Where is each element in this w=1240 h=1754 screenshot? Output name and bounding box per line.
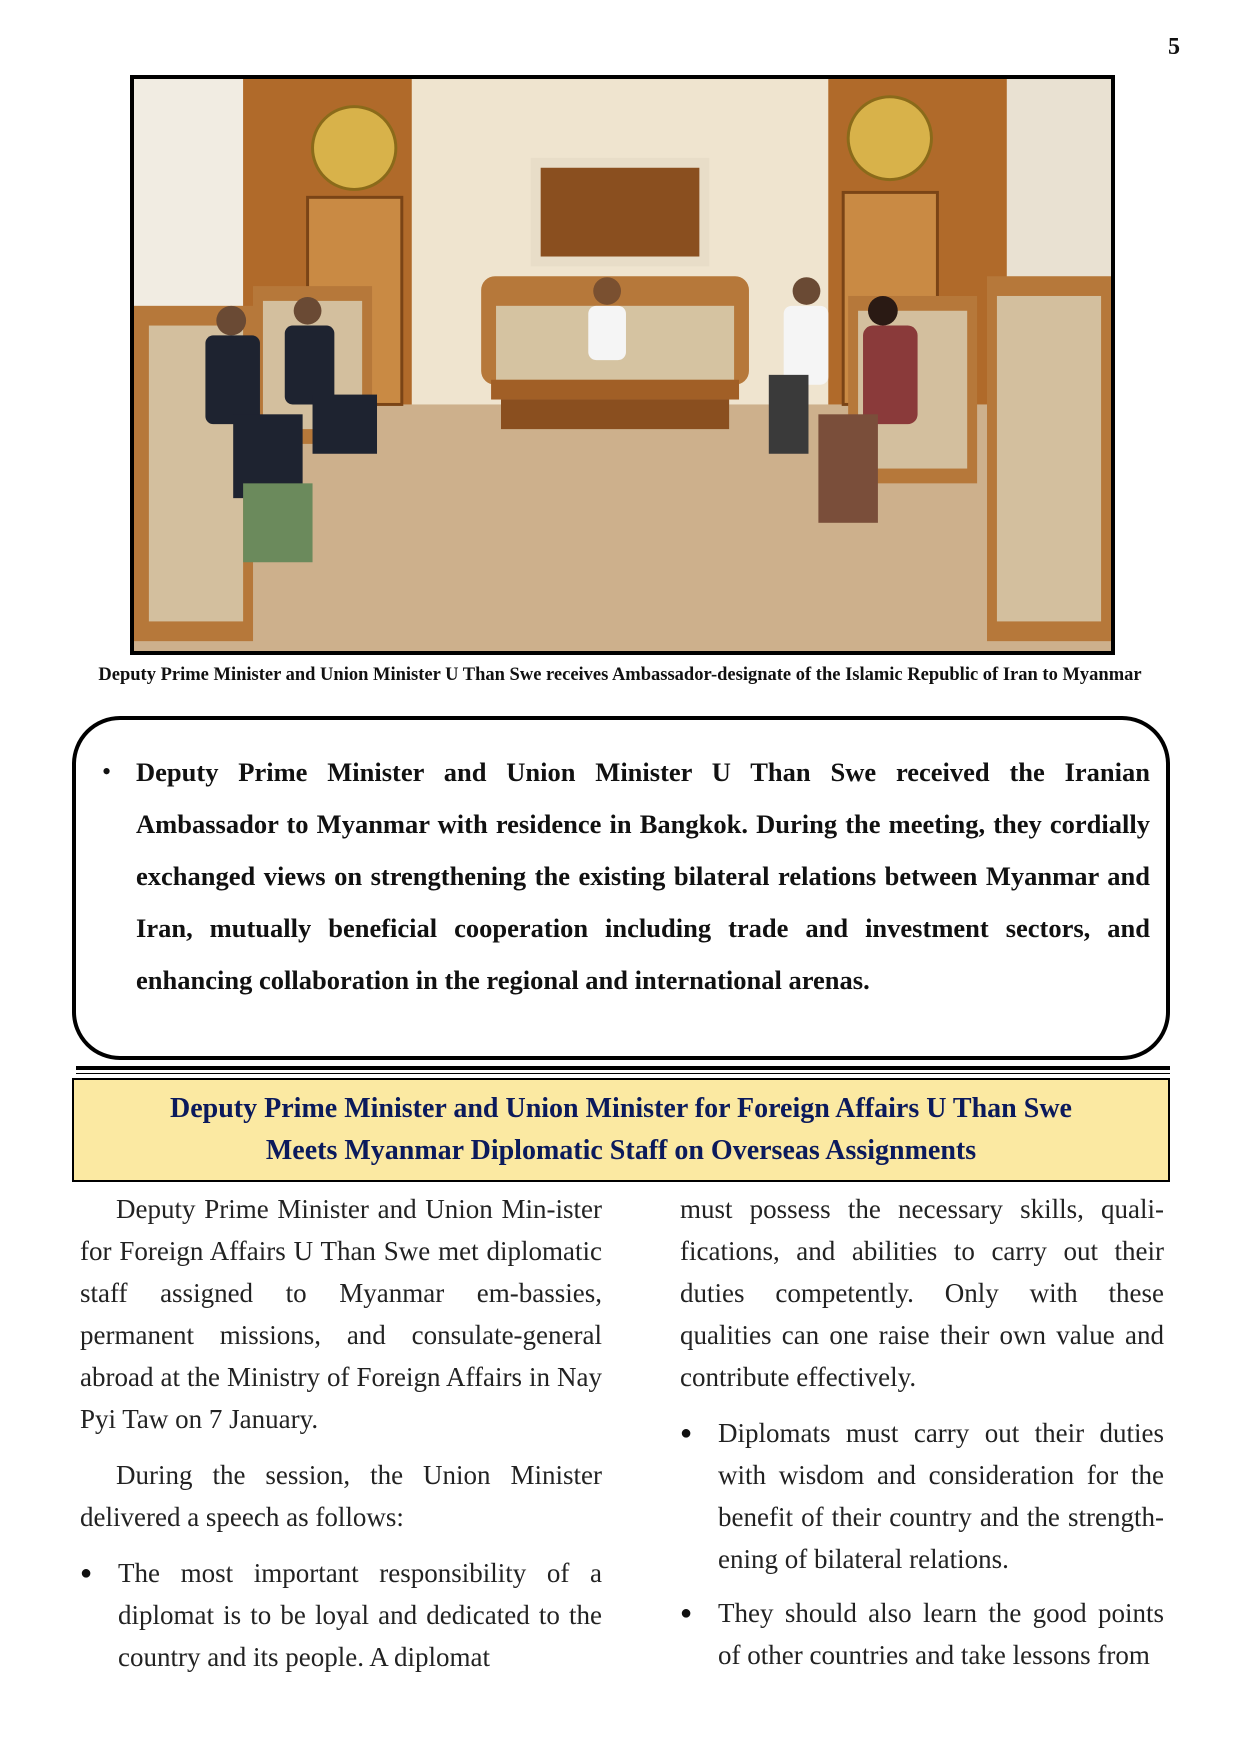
- list-item-text: The most important responsibility of a diplomat is to be loyal and dedicated to the country and its people. A diplomat: [118, 1558, 602, 1672]
- section-divider: [76, 1066, 1170, 1074]
- article-paragraph-1: Deputy Prime Minister and Union Min-ister for Foreign Affairs U Than Swe met diplomatic staff assigned to Myanmar em-bassies, permanent missions, and consulate-general abroad at the Ministry of Foreign Affairs in Nay Pyi Taw on 7 January.: [80, 1194, 602, 1434]
- summary-bullet: Deputy Prime Minister and Union Minister U Than Swe received the Iranian Ambassador to Myanmar with residence in Bangkok. During the meeting, they cordially exchanged views on strengthening the existing bilateral relations between Myanmar and Iran, mutually beneficial cooperation including trade and investment sectors, and enhancing collaboration in the regional and international arenas.: [136, 757, 1150, 995]
- article-continuation: must possess the necessary skills, quali-fications, and abilities to carry out their duties competently. Only with these qualities can one raise their own value and contribute effectively.: [680, 1194, 1164, 1392]
- summary-box: [72, 716, 1170, 1060]
- list-item: [680, 1412, 1164, 1580]
- bullet-icon: ●: [680, 1422, 693, 1444]
- article-column-left: [80, 1188, 602, 1690]
- bullet-icon: ●: [80, 1562, 93, 1584]
- article-headline: [170, 1088, 1072, 1172]
- article-column-right: [680, 1188, 1164, 1688]
- headline-banner: [72, 1078, 1170, 1182]
- photo-caption: Deputy Prime Minister and Union Minister U Than Swe receives Ambassador-designate of the Islamic Republic of Iran to Myanmar: [98, 665, 1142, 685]
- headline-line-1: Deputy Prime Minister and Union Minister for Foreign Affairs U Than Swe: [170, 1093, 1072, 1124]
- list-item-text: They should also learn the good points of other countries and take lessons from: [718, 1598, 1164, 1670]
- list-item: [680, 1592, 1164, 1676]
- meeting-photo-illustration: [134, 79, 1111, 651]
- headline-line-2: Meets Myanmar Diplomatic Staff on Overseas Assignments: [265, 1135, 977, 1166]
- list-item: [80, 1552, 602, 1678]
- list-item-text: Diplomats must carry out their duties with wisdom and consideration for the benefit of their country and the strength-ening of bilateral relations.: [718, 1418, 1164, 1574]
- meeting-photo: [130, 75, 1115, 655]
- bullet-icon: ●: [680, 1602, 693, 1624]
- article-paragraph-2: During the session, the Union Minister delivered a speech as follows:: [80, 1460, 602, 1532]
- page-number: 5: [1168, 34, 1180, 60]
- bullet-icon: •: [102, 757, 112, 786]
